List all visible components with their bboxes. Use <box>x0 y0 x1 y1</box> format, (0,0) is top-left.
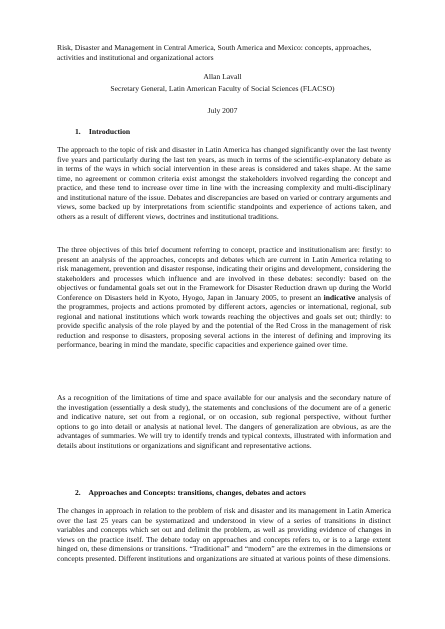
paragraph: The approach to the topic of risk and disaster in Latin America has changed significantly over the last twenty five years and particularly during the last ten years, as much in terms of the scientific-explanatory debate as in terms of the ways in which social intervention in these areas is considered and takes shape. At the same time, no agreement or common criteria exist amongst the stakeholders involved regarding the concept and practice, and these tend to increase over time in line with the increasing complexity and multi-disciplinary and institutional nature of the issue. Debates and discrepancies are based on varied or contrary arguments and views, some backed up by interpretations from scientific standpoints and experience of actions taken, and others as a result of different views, doctrines and institutional traditions. <box>57 145 391 221</box>
section-number: 2. <box>75 488 81 497</box>
paragraph: The changes in approach in relation to the problem of risk and disaster and its management in Latin America over the last 25 years can be systematized and understood in view of a series of transitions in distinct variables and concepts which set out and delimit the problem, as well as providing evidence of changes in views on the practice itself. The debate today on approaches and concepts refers to, or is to a large extent hinged on, these dimensions or transitions. “Traditional” and “modern” are the extremes in the dimensions or concepts presented. Different institutions and organizations are situated at various points of these dimensions. <box>57 506 391 563</box>
paragraph: As a recognition of the limitations of time and space available for our analysis and the secondary nature of the investigation (essentially a desk study), the statements and conclusions of the document are of a generic and indicative nature, set out from a regional, or on occasion, sub regional perspective, without further options to go into detail or analysis at national level. The dangers of generalization are obvious, as are the advantages of summaries. We will try to identify trends and typical contexts, illustrated with information and details about institutions or organizations and significant and representative actions. <box>57 393 391 450</box>
section-heading-introduction <box>75 127 130 137</box>
author-block <box>0 71 445 94</box>
section-title: Introduction <box>88 127 131 136</box>
document-title: Risk, Disaster and Management in Central America, South America and Mexico: concepts, approaches, activities and institutional and organizational actors <box>57 43 372 62</box>
document-date: July 2007 <box>207 106 238 115</box>
author-name: Allan Lavall <box>203 72 242 81</box>
author-affiliation: Secretary General, Latin American Faculty of Social Sciences (FLACSO) <box>110 83 335 93</box>
section-number: 1. <box>75 127 81 136</box>
section-heading-approaches <box>75 488 306 498</box>
section-title: Approaches and Concepts: transitions, changes, debates and actors <box>88 488 306 497</box>
emphasis-text: indicative <box>323 292 356 302</box>
paragraph-objectives: The three objectives of this brief document referring to concept, practice and institutionalism are: firstly: to present an analysis of the approaches, concepts and debates which are current in Latin America relating to risk management, prevention and disaster response, indicating their origins and development, considering the stakeholders and processes which influence and are involved in these debates: secondly: based on the objectives or fundamental goals set out in the Framework for Disaster Reduction drawn up during the World Conference on Disasters held in Kyoto, Hyogo, Japan in January 2005, to present an indicative analysis of the programmes, projects and actions promoted by different actors, agencies or international, regional, sub regional and national institutions which work towards reaching the objectives and goals set out; thirdly: to provide specific analysis of the role played by and the potential of the Red Cross in the management of risk reduction and response to disasters, proposing several actions in the interest of defining and improving its performance, bearing in mind the mandate, specific capacities and experience gained over time. <box>57 245 391 350</box>
